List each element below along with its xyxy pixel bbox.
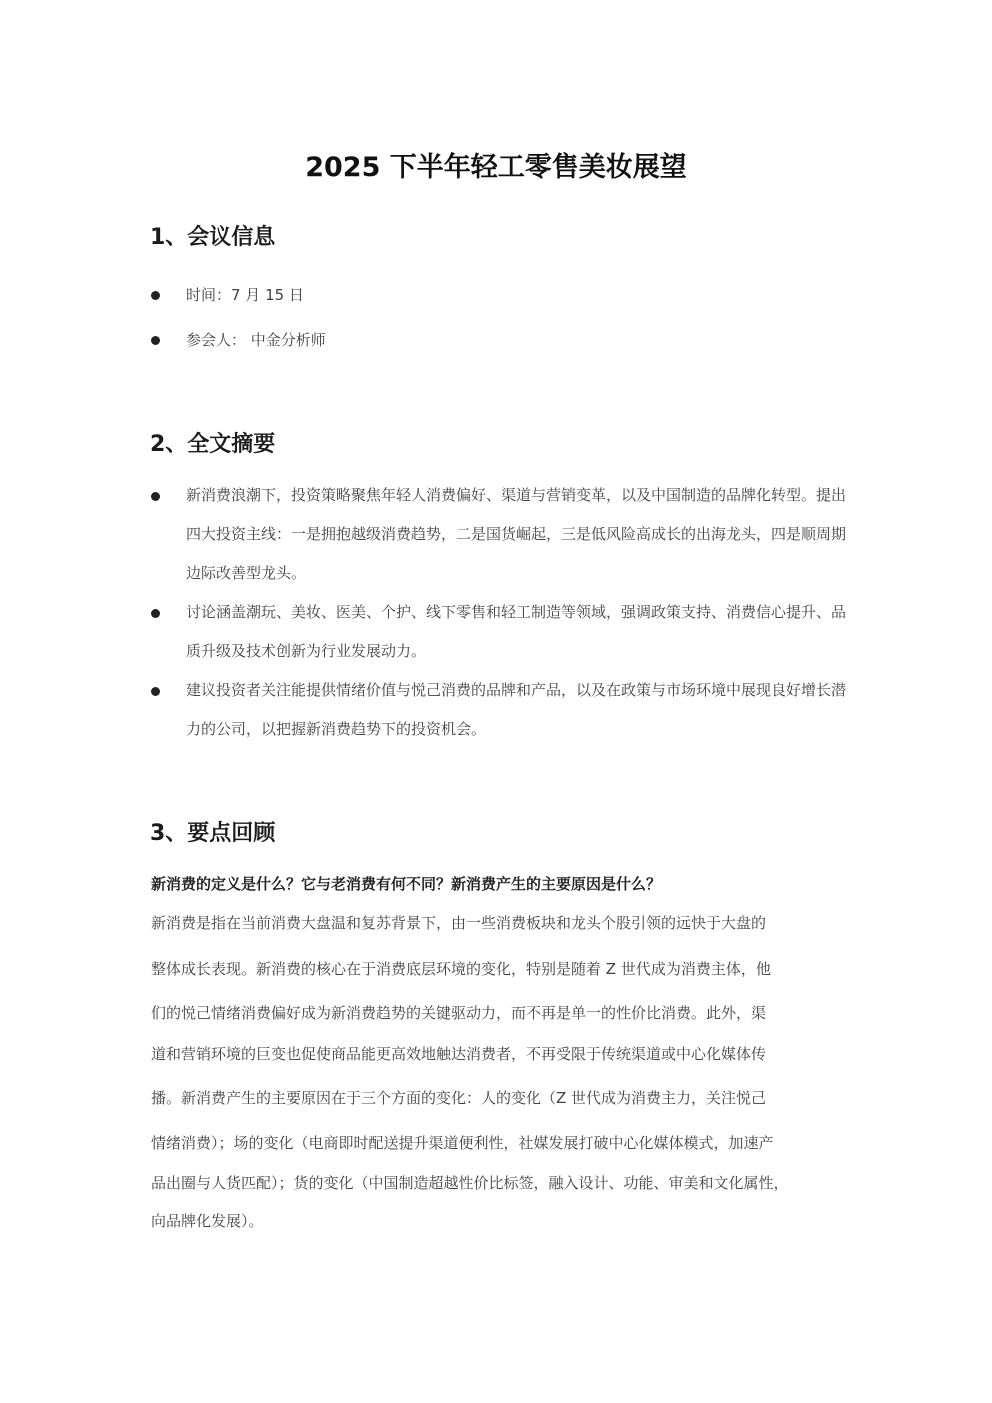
bullet-icon — [151, 492, 160, 501]
answer-line: 向品牌化发展）。 — [151, 1212, 264, 1230]
answer-line: 品出圈与人货匹配）；货的变化（中国制造超越性价比标签，融入设计、功能、审美和文化属性， — [151, 1174, 789, 1192]
answer-line: 新消费是指在当前消费大盘温和复苏背景下，由一些消费板块和龙头个股引领的远快于大盘的 — [151, 914, 767, 932]
answer-line: 情绪消费）；场的变化（电商即时配送提升渠道便利性，社媒发展打破中心化媒体模式，加速产 — [151, 1134, 774, 1152]
meeting-attendees: 参会人： 中金分析师 — [186, 331, 326, 349]
summary-item: 讨论涵盖潮玩、美妆、医美、个护、线下零售和轻工制造等领域，强调政策支持、消费信心提升、品质升级及技术创新为行业发展动力。 — [186, 603, 847, 660]
meeting-time: 时间：7 月 15 日 — [186, 286, 304, 304]
section-heading-summary: 2、全文摘要 — [150, 432, 276, 457]
summary-item: 建议投资者关注能提供情绪价值与悦己消费的品牌和产品，以及在政策与市场环境中展现良好增长潜力的公司，以把握新消费趋势下的投资机会。 — [186, 681, 847, 738]
answer-line: 整体成长表现。新消费的核心在于消费底层环境的变化，特别是随着 Z 世代成为消费主体，他 — [151, 960, 771, 978]
section-heading-key-points: 3、要点回顾 — [150, 821, 276, 846]
key-point-question: 新消费的定义是什么？它与老消费有何不同？新消费产生的主要原因是什么？ — [151, 875, 662, 893]
document-title: 2025 下半年轻工零售美妆展望 — [305, 152, 687, 183]
bullet-icon — [151, 291, 160, 300]
bullet-icon — [151, 336, 160, 345]
answer-line: 道和营销环境的巨变也促使商品能更高效地触达消费者，不再受限于传统渠道或中心化媒体传 — [151, 1045, 767, 1063]
answer-line: 播。新消费产生的主要原因在于三个方面的变化：人的变化（Z 世代成为消费主力，关注悦己 — [151, 1089, 767, 1107]
bullet-icon — [151, 687, 160, 696]
bullet-icon — [151, 609, 160, 618]
section-heading-meeting-info: 1、会议信息 — [150, 225, 276, 250]
answer-line: 们的悦己情绪消费偏好成为新消费趋势的关键驱动力，而不再是单一的性价比消费。此外，渠 — [151, 1004, 767, 1022]
summary-item: 新消费浪潮下，投资策略聚焦年轻人消费偏好、渠道与营销变革，以及中国制造的品牌化转型。提出四大投资主线：一是拥抱越级消费趋势，二是国货崛起，三是低风险高成长的出海龙头，四是顺周期边际改善型龙头。 — [186, 486, 847, 582]
